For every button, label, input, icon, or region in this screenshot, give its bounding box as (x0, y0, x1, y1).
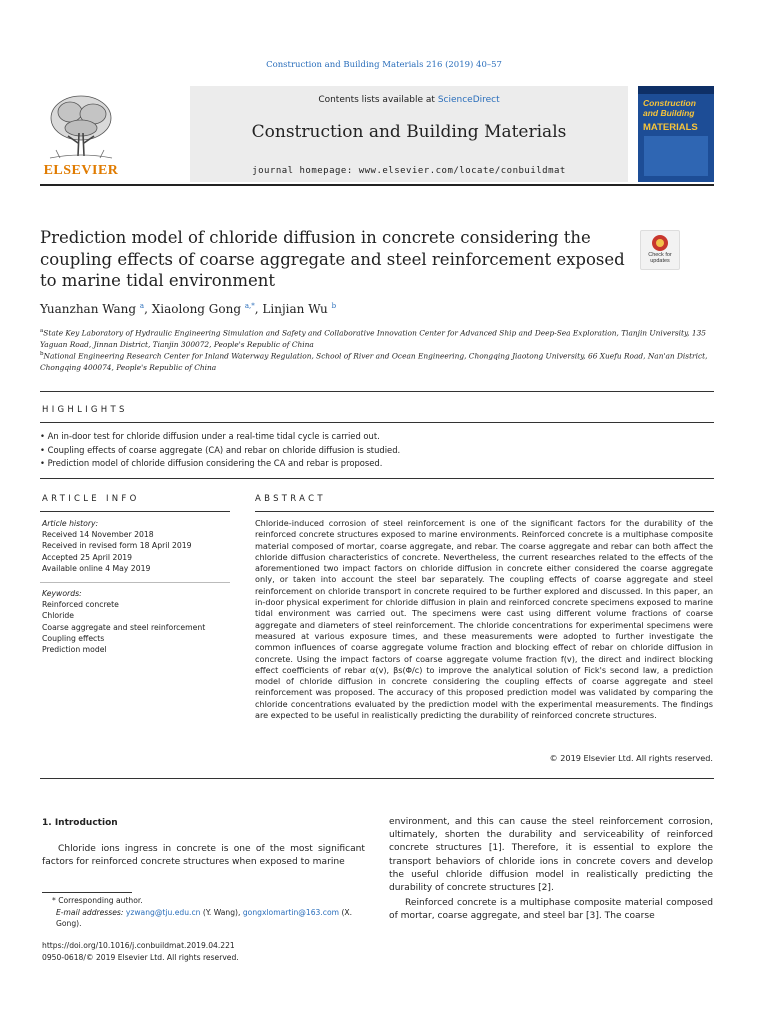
abstract-heading: ABSTRACT (255, 494, 326, 504)
contents-line (190, 95, 628, 105)
keyword-item: Coarse aggregate and steel reinforcement (42, 622, 206, 632)
cover-title-materials: MATERIALS (643, 122, 698, 133)
highlights-list (40, 430, 720, 471)
author-name[interactable]: Xiaolong Gong (151, 302, 242, 316)
journal-reference-link[interactable]: Construction and Building Materials 216 (2019) 40–57 (266, 60, 502, 70)
article-info-heading: ARTICLE INFO (42, 494, 140, 504)
article-info-divider (40, 511, 230, 512)
email-owner: (Y. Wang), (202, 908, 241, 917)
doi-link[interactable]: https://doi.org/10.1016/j.conbuildmat.2019.04.221 (42, 941, 235, 950)
introduction-paragraph-left: Chloride ions ingress in concrete is one of the most significant factors for reinforced concrete structures when exposed to marine (42, 844, 365, 868)
highlights-heading-divider (40, 422, 714, 423)
highlights-heading: HIGHLIGHTS (42, 405, 128, 415)
author-name[interactable]: Yuanzhan Wang (40, 302, 137, 316)
keyword-item: Prediction model (42, 645, 107, 655)
email-link-gong[interactable]: gongxlomartin@163.com (242, 908, 340, 917)
cover-image-area (644, 136, 708, 176)
crossmark-inner-icon (656, 239, 664, 247)
check-for-updates-button[interactable] (640, 230, 680, 270)
affiliation-b (40, 349, 720, 373)
email-addresses (42, 907, 375, 929)
author-affiliation-marker[interactable]: a,* (244, 302, 255, 310)
journal-cover-thumbnail[interactable] (638, 86, 714, 182)
history-entry: Received 14 November 2018 (42, 530, 154, 540)
email-owner: (X. Gong). (56, 908, 353, 929)
contents-prefix: Contents lists available at (318, 95, 438, 105)
cover-top-band (638, 86, 714, 94)
keywords-block (42, 588, 222, 655)
issn-copyright: 0950-0618/© 2019 Elsevier Ltd. All rights reserved. (42, 953, 239, 962)
article-history (42, 518, 222, 574)
publisher-logo-text[interactable]: ELSEVIER (43, 163, 119, 178)
keyword-item: Coupling effects (42, 633, 105, 643)
history-entry: Accepted 25 April 2019 (42, 552, 133, 562)
history-entry: Received in revised form 18 April 2019 (42, 541, 192, 551)
abstract-copyright: © 2019 Elsevier Ltd. All rights reserved. (549, 753, 713, 763)
highlights-top-divider (40, 391, 714, 392)
author-affiliation-marker[interactable]: a (139, 302, 145, 310)
keywords-divider (40, 582, 230, 583)
sciencedirect-link[interactable]: ScienceDirect (437, 95, 500, 105)
email-label: E-mail addresses: (56, 908, 124, 917)
introduction-paragraph-right-2: Reinforced concrete is a multiphase composite material composed of mortar, coarse aggregate, and steel bar [3]. The coarse (389, 898, 713, 922)
affiliation-text: State Key Laboratory of Hydraulic Engineering Simulation and Safety and Collaborative Innovation Center for Advanced Ship and Deep-Sea Exploration, Tianjin University, 135 Yaguan Road, Jinnan District, Tianjin 300072, People's Republic of China (40, 328, 706, 349)
highlight-item: • Coupling effects of coarse aggregate (CA) and rebar on chloride diffusion is studied. (40, 444, 720, 458)
keywords-label: Keywords: (42, 589, 82, 598)
affiliation-marker: a (40, 328, 44, 334)
highlight-item: • An in-door test for chloride diffusion under a real-time tidal cycle is carried out. (40, 430, 720, 444)
footnote-divider (42, 892, 132, 893)
section-heading-introduction: 1. Introduction (42, 818, 118, 828)
abstract-divider (255, 511, 714, 512)
abstract-text: Chloride-induced corrosion of steel reinforcement is one of the significant factors for the durability of the reinforced concrete structures exposed to marine environments. Reinforced concrete is a multiphase composite material composed of mortar, coarse aggregate, and rebar. The coarse aggregate and rebar can both affect the chloride diffusion characteristics of concrete. Nevertheless, the current researches related to the effects of the aforementioned two impact factors on chloride diffusion in concrete either considered the coarse aggregate only, or taken into account the steel bar separately. The coupling effects of coarse aggregate and steel reinforcement on chloride transport in concrete required to be further explored and discussed. In this paper, an in-door physical experiment for chloride diffusion in plain and reinforced concrete specimens exposed to marine tidal environment was carried out. The specimens were cast using different volume fractions of coarse aggregate and diameters of steel reinforcement. The chloride concentrations for experimental specimens were measured at various exposure times, and these measurements were adopted to further investigate the common influences of coarse aggregate volume fraction and blocking effect of rebar on chloride diffusion in concrete. Using the impact factors of coarse aggregate volume fraction f(v), the direct and indirect blocking effect coefficients of rebar α(v), βs(Φ/c) to improve the analytical solution of Fick's second law, a prediction model of chloride diffusion in concrete considering the coupling effects of coarse aggregate and steel reinforcement was proposed. The accuracy of this proposed prediction model was validated by comparing the chloride concentrations evaluated by the prediction model with the experimental measurements. The findings are expected to be useful in realistically predicting the durability of reinforced concrete structures. (255, 518, 713, 721)
cover-title: Construction and Building (643, 98, 696, 118)
crossmark-label: Check for updates (648, 252, 672, 264)
author-affiliation-marker[interactable]: b (331, 302, 337, 310)
keyword-item: Reinforced concrete (42, 600, 119, 610)
keyword-item: Chloride (42, 611, 74, 621)
email-link-wang[interactable]: yzwang@tju.edu.cn (125, 908, 201, 917)
highlights-bottom-divider (40, 478, 714, 479)
journal-homepage[interactable]: journal homepage: www.elsevier.com/locate/conbuildmat (252, 166, 566, 176)
article-history-label: Article history: (42, 519, 99, 528)
affiliation-text: National Engineering Research Center for Inland Waterway Regulation, School of River and Ocean Engineering, Chongqing Jiaotong University, 66 Xuefu Road, Nan'an District, Chongqing 400074, People's Republic of China (40, 351, 708, 372)
affiliation-marker: b (40, 351, 44, 357)
header-divider (40, 184, 714, 186)
paper-title: Prediction model of chloride diffusion in concrete considering the coupling effects of coarse aggregate and steel reinforcement exposed to marine tidal environment (40, 228, 625, 290)
abstract-bottom-divider (40, 778, 714, 779)
corresponding-author-note: * Corresponding author. (52, 896, 143, 905)
author-list: Yuanzhan Wang $^a$, Xiaolong Gong $^{a,*}$, Linjian Wu $^b$ (40, 302, 337, 316)
affiliation-a (40, 326, 720, 350)
history-entry: Available online 4 May 2019 (42, 563, 151, 573)
highlight-item: • Prediction model of chloride diffusion considering the CA and rebar is proposed. (40, 457, 720, 471)
journal-title: Construction and Building Materials (251, 122, 567, 142)
introduction-paragraph-right: environment, and this can cause the steel reinforcement corrosion, ultimately, shorten the durability and serviceability of reinforced concrete structures [1]. Therefore, it is essential to explore the transport behaviors of chloride ions in concrete covers and develop the useful chloride diffusion model in realistically predicting the durability of concrete structures [2]. (389, 817, 713, 894)
author-name[interactable]: Linjian Wu (262, 302, 328, 316)
